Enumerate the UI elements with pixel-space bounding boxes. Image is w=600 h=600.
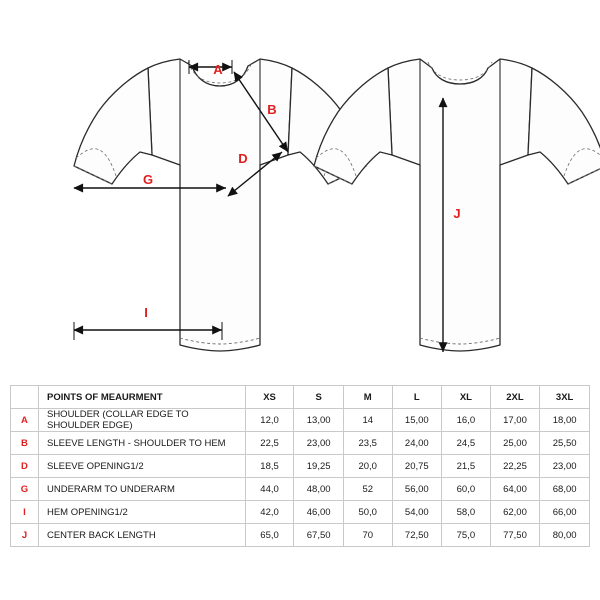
cell-m: 20,0 xyxy=(343,455,392,478)
cell-xl: 60,0 xyxy=(442,478,491,501)
measure-line-A xyxy=(189,60,232,74)
table-row xyxy=(11,409,590,432)
table-row xyxy=(11,524,590,547)
table-header xyxy=(11,386,590,409)
cell-3xl: 68,00 xyxy=(540,478,590,501)
cell-2xl: 77,50 xyxy=(490,524,540,547)
cell-l: 15,00 xyxy=(392,409,442,432)
cell-l: 72,50 xyxy=(392,524,442,547)
cell-xs: 65,0 xyxy=(245,524,294,547)
cell-m: 14 xyxy=(343,409,392,432)
header-code xyxy=(11,386,39,409)
row-code: I xyxy=(11,501,39,524)
header-size-xl: XL xyxy=(442,386,491,409)
diagram-label-G: G xyxy=(142,172,154,187)
cell-3xl: 23,00 xyxy=(540,455,590,478)
cell-xs: 22,5 xyxy=(245,432,294,455)
cell-l: 24,00 xyxy=(392,432,442,455)
cell-xl: 24,5 xyxy=(442,432,491,455)
cell-s: 19,25 xyxy=(294,455,344,478)
header-description: POINTS OF MEAURMENT xyxy=(38,386,245,409)
cell-s: 67,50 xyxy=(294,524,344,547)
table-header-row xyxy=(11,386,590,409)
header-size-m: M xyxy=(343,386,392,409)
cell-l: 56,00 xyxy=(392,478,442,501)
cell-xl: 75,0 xyxy=(442,524,491,547)
cell-xl: 58,0 xyxy=(442,501,491,524)
row-code: D xyxy=(11,455,39,478)
cell-l: 54,00 xyxy=(392,501,442,524)
cell-3xl: 66,00 xyxy=(540,501,590,524)
row-description: HEM OPENING1/2 xyxy=(38,501,245,524)
cell-l: 20,75 xyxy=(392,455,442,478)
header-size-3xl: 3XL xyxy=(540,386,590,409)
row-code: G xyxy=(11,478,39,501)
diagram-label-I: I xyxy=(144,305,148,320)
cell-xs: 12,0 xyxy=(245,409,294,432)
diagram-label-B: B xyxy=(267,102,277,117)
cell-m: 52 xyxy=(343,478,392,501)
header-size-xs: XS xyxy=(245,386,294,409)
cell-2xl: 25,00 xyxy=(490,432,540,455)
cell-2xl: 64,00 xyxy=(490,478,540,501)
cell-xs: 18,5 xyxy=(245,455,294,478)
table-row xyxy=(11,455,590,478)
table-row xyxy=(11,432,590,455)
measurement-table xyxy=(10,385,590,547)
tshirt-back-illustration xyxy=(314,59,600,351)
diagram-label-J: J xyxy=(453,206,461,221)
row-description: UNDERARM TO UNDERARM xyxy=(38,478,245,501)
cell-s: 23,00 xyxy=(294,432,344,455)
cell-xs: 42,0 xyxy=(245,501,294,524)
header-size-l: L xyxy=(392,386,442,409)
header-size-2xl: 2XL xyxy=(490,386,540,409)
cell-2xl: 62,00 xyxy=(490,501,540,524)
cell-3xl: 80,00 xyxy=(540,524,590,547)
cell-3xl: 25,50 xyxy=(540,432,590,455)
cell-m: 70 xyxy=(343,524,392,547)
cell-xl: 21,5 xyxy=(442,455,491,478)
cell-xl: 16,0 xyxy=(442,409,491,432)
header-size-s: S xyxy=(294,386,344,409)
row-description: SLEEVE OPENING1/2 xyxy=(38,455,245,478)
row-description: CENTER BACK LENGTH xyxy=(38,524,245,547)
row-code: A xyxy=(11,409,39,432)
row-code: J xyxy=(11,524,39,547)
tshirt-front-illustration xyxy=(74,59,366,351)
row-description: SHOULDER (COLLAR EDGE TO SHOULDER EDGE) xyxy=(38,409,245,432)
cell-2xl: 22,25 xyxy=(490,455,540,478)
table-row xyxy=(11,478,590,501)
cell-2xl: 17,00 xyxy=(490,409,540,432)
row-description: SLEEVE LENGTH - SHOULDER TO HEM xyxy=(38,432,245,455)
diagram-label-D: D xyxy=(238,151,248,166)
cell-xs: 44,0 xyxy=(245,478,294,501)
table-body xyxy=(11,409,590,547)
cell-3xl: 18,00 xyxy=(540,409,590,432)
cell-m: 50,0 xyxy=(343,501,392,524)
diagram-label-A: A xyxy=(213,62,223,77)
measurement-table-container xyxy=(10,385,590,547)
cell-m: 23,5 xyxy=(343,432,392,455)
row-code: B xyxy=(11,432,39,455)
cell-s: 13,00 xyxy=(294,409,344,432)
cell-s: 48,00 xyxy=(294,478,344,501)
cell-s: 46,00 xyxy=(294,501,344,524)
table-row xyxy=(11,501,590,524)
